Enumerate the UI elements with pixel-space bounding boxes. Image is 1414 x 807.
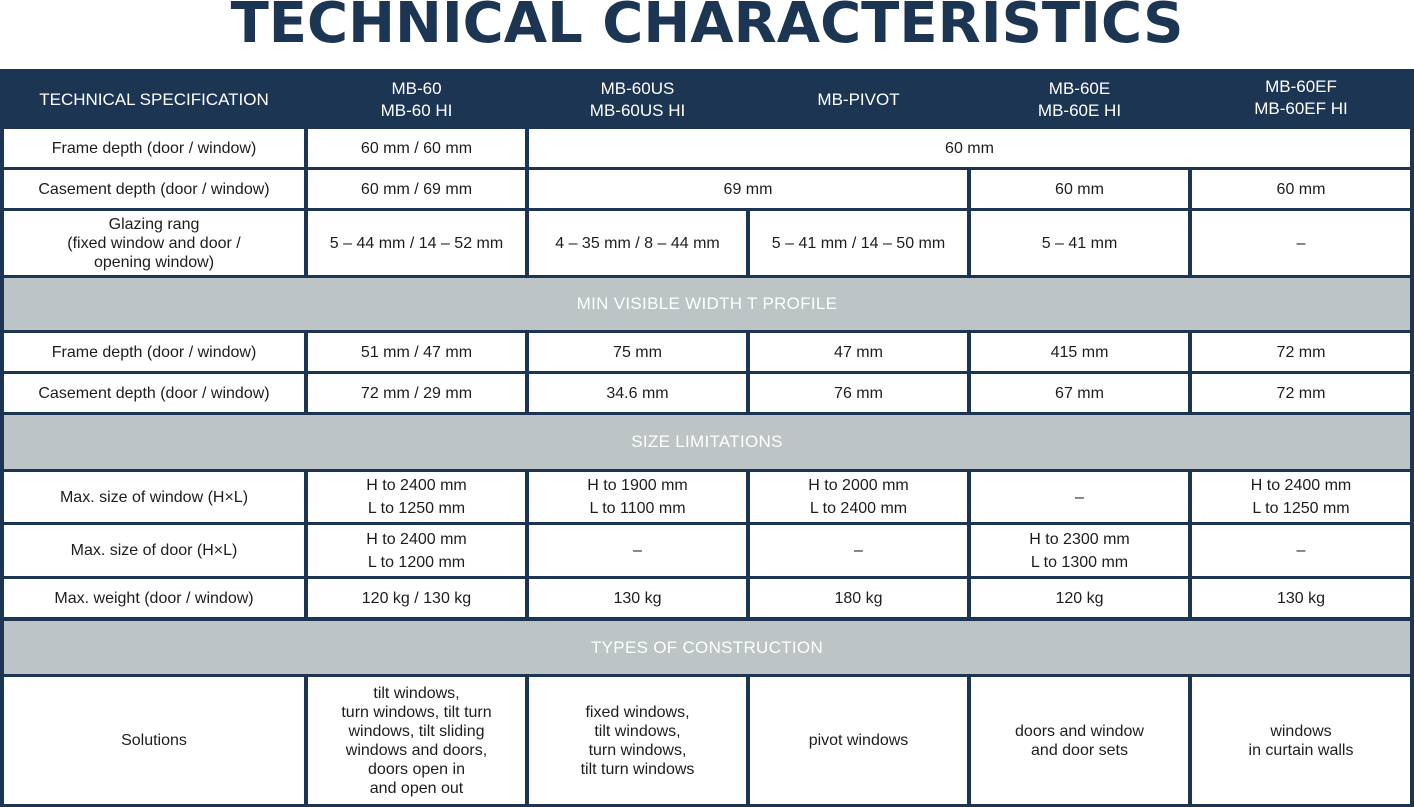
max-weight-mb60ef: 130 kg <box>1192 579 1410 617</box>
column-header-mb60us: MB-60US MB-60US HI <box>529 73 746 127</box>
max-window-mb60us: H to 1900 mm L to 1100 mm <box>529 472 746 522</box>
row-label-glazing: Glazing rang (fixed window and door / opening window) <box>4 211 304 275</box>
column-header-mb60ef: MB-60EF MB-60EF HI <box>1192 69 1410 127</box>
glazing-mb60us: 4 – 35 mm / 8 – 44 mm <box>529 211 746 275</box>
section-types-of-construction: TYPES OF CONSTRUCTION <box>4 621 1410 674</box>
max-door-mb60ef: – <box>1192 525 1410 576</box>
max-weight-mbpivot: 180 kg <box>750 579 967 617</box>
casement-depth-mb60ef: 60 mm <box>1192 170 1410 208</box>
min-frame-depth-mb60us: 75 mm <box>529 333 746 371</box>
solutions-mbpivot: pivot windows <box>750 677 967 804</box>
min-casement-depth-mbpivot: 76 mm <box>750 374 967 412</box>
row-label-frame-depth: Frame depth (door / window) <box>4 129 304 167</box>
header-row <box>0 69 1414 127</box>
min-casement-depth-mb60: 72 mm / 29 mm <box>308 374 525 412</box>
column-header-mbpivot: MB-PIVOT <box>750 73 967 127</box>
min-casement-depth-mb60e: 67 mm <box>971 374 1188 412</box>
max-window-mb60e: – <box>971 472 1188 522</box>
row-label-max-door: Max. size of door (H×L) <box>4 525 304 576</box>
casement-depth-us-pivot: 69 mm <box>529 170 967 208</box>
row-label-solutions: Solutions <box>4 677 304 804</box>
column-header-mb60e: MB-60E MB-60E HI <box>971 73 1188 127</box>
max-door-mbpivot: – <box>750 525 967 576</box>
glazing-mb60: 5 – 44 mm / 14 – 52 mm <box>308 211 525 275</box>
glazing-mb60ef: – <box>1192 211 1410 275</box>
row-label-max-weight: Max. weight (door / window) <box>4 579 304 617</box>
min-frame-depth-mb60: 51 mm / 47 mm <box>308 333 525 371</box>
min-casement-depth-mb60ef: 72 mm <box>1192 374 1410 412</box>
max-weight-mb60us: 130 kg <box>529 579 746 617</box>
max-weight-mb60: 120 kg / 130 kg <box>308 579 525 617</box>
max-window-mb60: H to 2400 mm L to 1250 mm <box>308 472 525 522</box>
max-window-mbpivot: H to 2000 mm L to 2400 mm <box>750 472 967 522</box>
row-label-max-window: Max. size of window (H×L) <box>4 472 304 522</box>
casement-depth-mb60: 60 mm / 69 mm <box>308 170 525 208</box>
frame-depth-others: 60 mm <box>529 129 1410 167</box>
solutions-mb60us: fixed windows, tilt windows, turn windows, tilt turn windows <box>529 677 746 804</box>
row-label-min-frame-depth: Frame depth (door / window) <box>4 333 304 371</box>
casement-depth-mb60e: 60 mm <box>971 170 1188 208</box>
solutions-mb60e: doors and window and door sets <box>971 677 1188 804</box>
max-window-mb60ef: H to 2400 mm L to 1250 mm <box>1192 472 1410 522</box>
max-door-mb60e: H to 2300 mm L to 1300 mm <box>971 525 1188 576</box>
max-weight-mb60e: 120 kg <box>971 579 1188 617</box>
min-frame-depth-mb60e: 415 mm <box>971 333 1188 371</box>
max-door-mb60us: – <box>529 525 746 576</box>
min-casement-depth-mb60us: 34.6 mm <box>529 374 746 412</box>
glazing-mb60e: 5 – 41 mm <box>971 211 1188 275</box>
row-label-min-casement-depth: Casement depth (door / window) <box>4 374 304 412</box>
spec-header: TECHNICAL SPECIFICATION <box>4 73 304 127</box>
frame-depth-mb60: 60 mm / 60 mm <box>308 129 525 167</box>
max-door-mb60: H to 2400 mm L to 1200 mm <box>308 525 525 576</box>
min-frame-depth-mb60ef: 72 mm <box>1192 333 1410 371</box>
page-title: TECHNICAL CHARACTERISTICS <box>230 0 1184 56</box>
section-size-limitations: SIZE LIMITATIONS <box>4 415 1410 469</box>
glazing-mbpivot: 5 – 41 mm / 14 – 50 mm <box>750 211 967 275</box>
spec-table <box>0 69 1414 807</box>
solutions-mb60: tilt windows, turn windows, tilt turn windows, tilt sliding windows and doors, doors open in and open out <box>308 677 525 804</box>
min-frame-depth-mbpivot: 47 mm <box>750 333 967 371</box>
section-min-visible-width: MIN VISIBLE WIDTH T PROFILE <box>4 278 1410 330</box>
column-header-mb60: MB-60 MB-60 HI <box>308 73 525 127</box>
row-label-casement-depth: Casement depth (door / window) <box>4 170 304 208</box>
solutions-mb60ef: windows in curtain walls <box>1192 677 1410 804</box>
